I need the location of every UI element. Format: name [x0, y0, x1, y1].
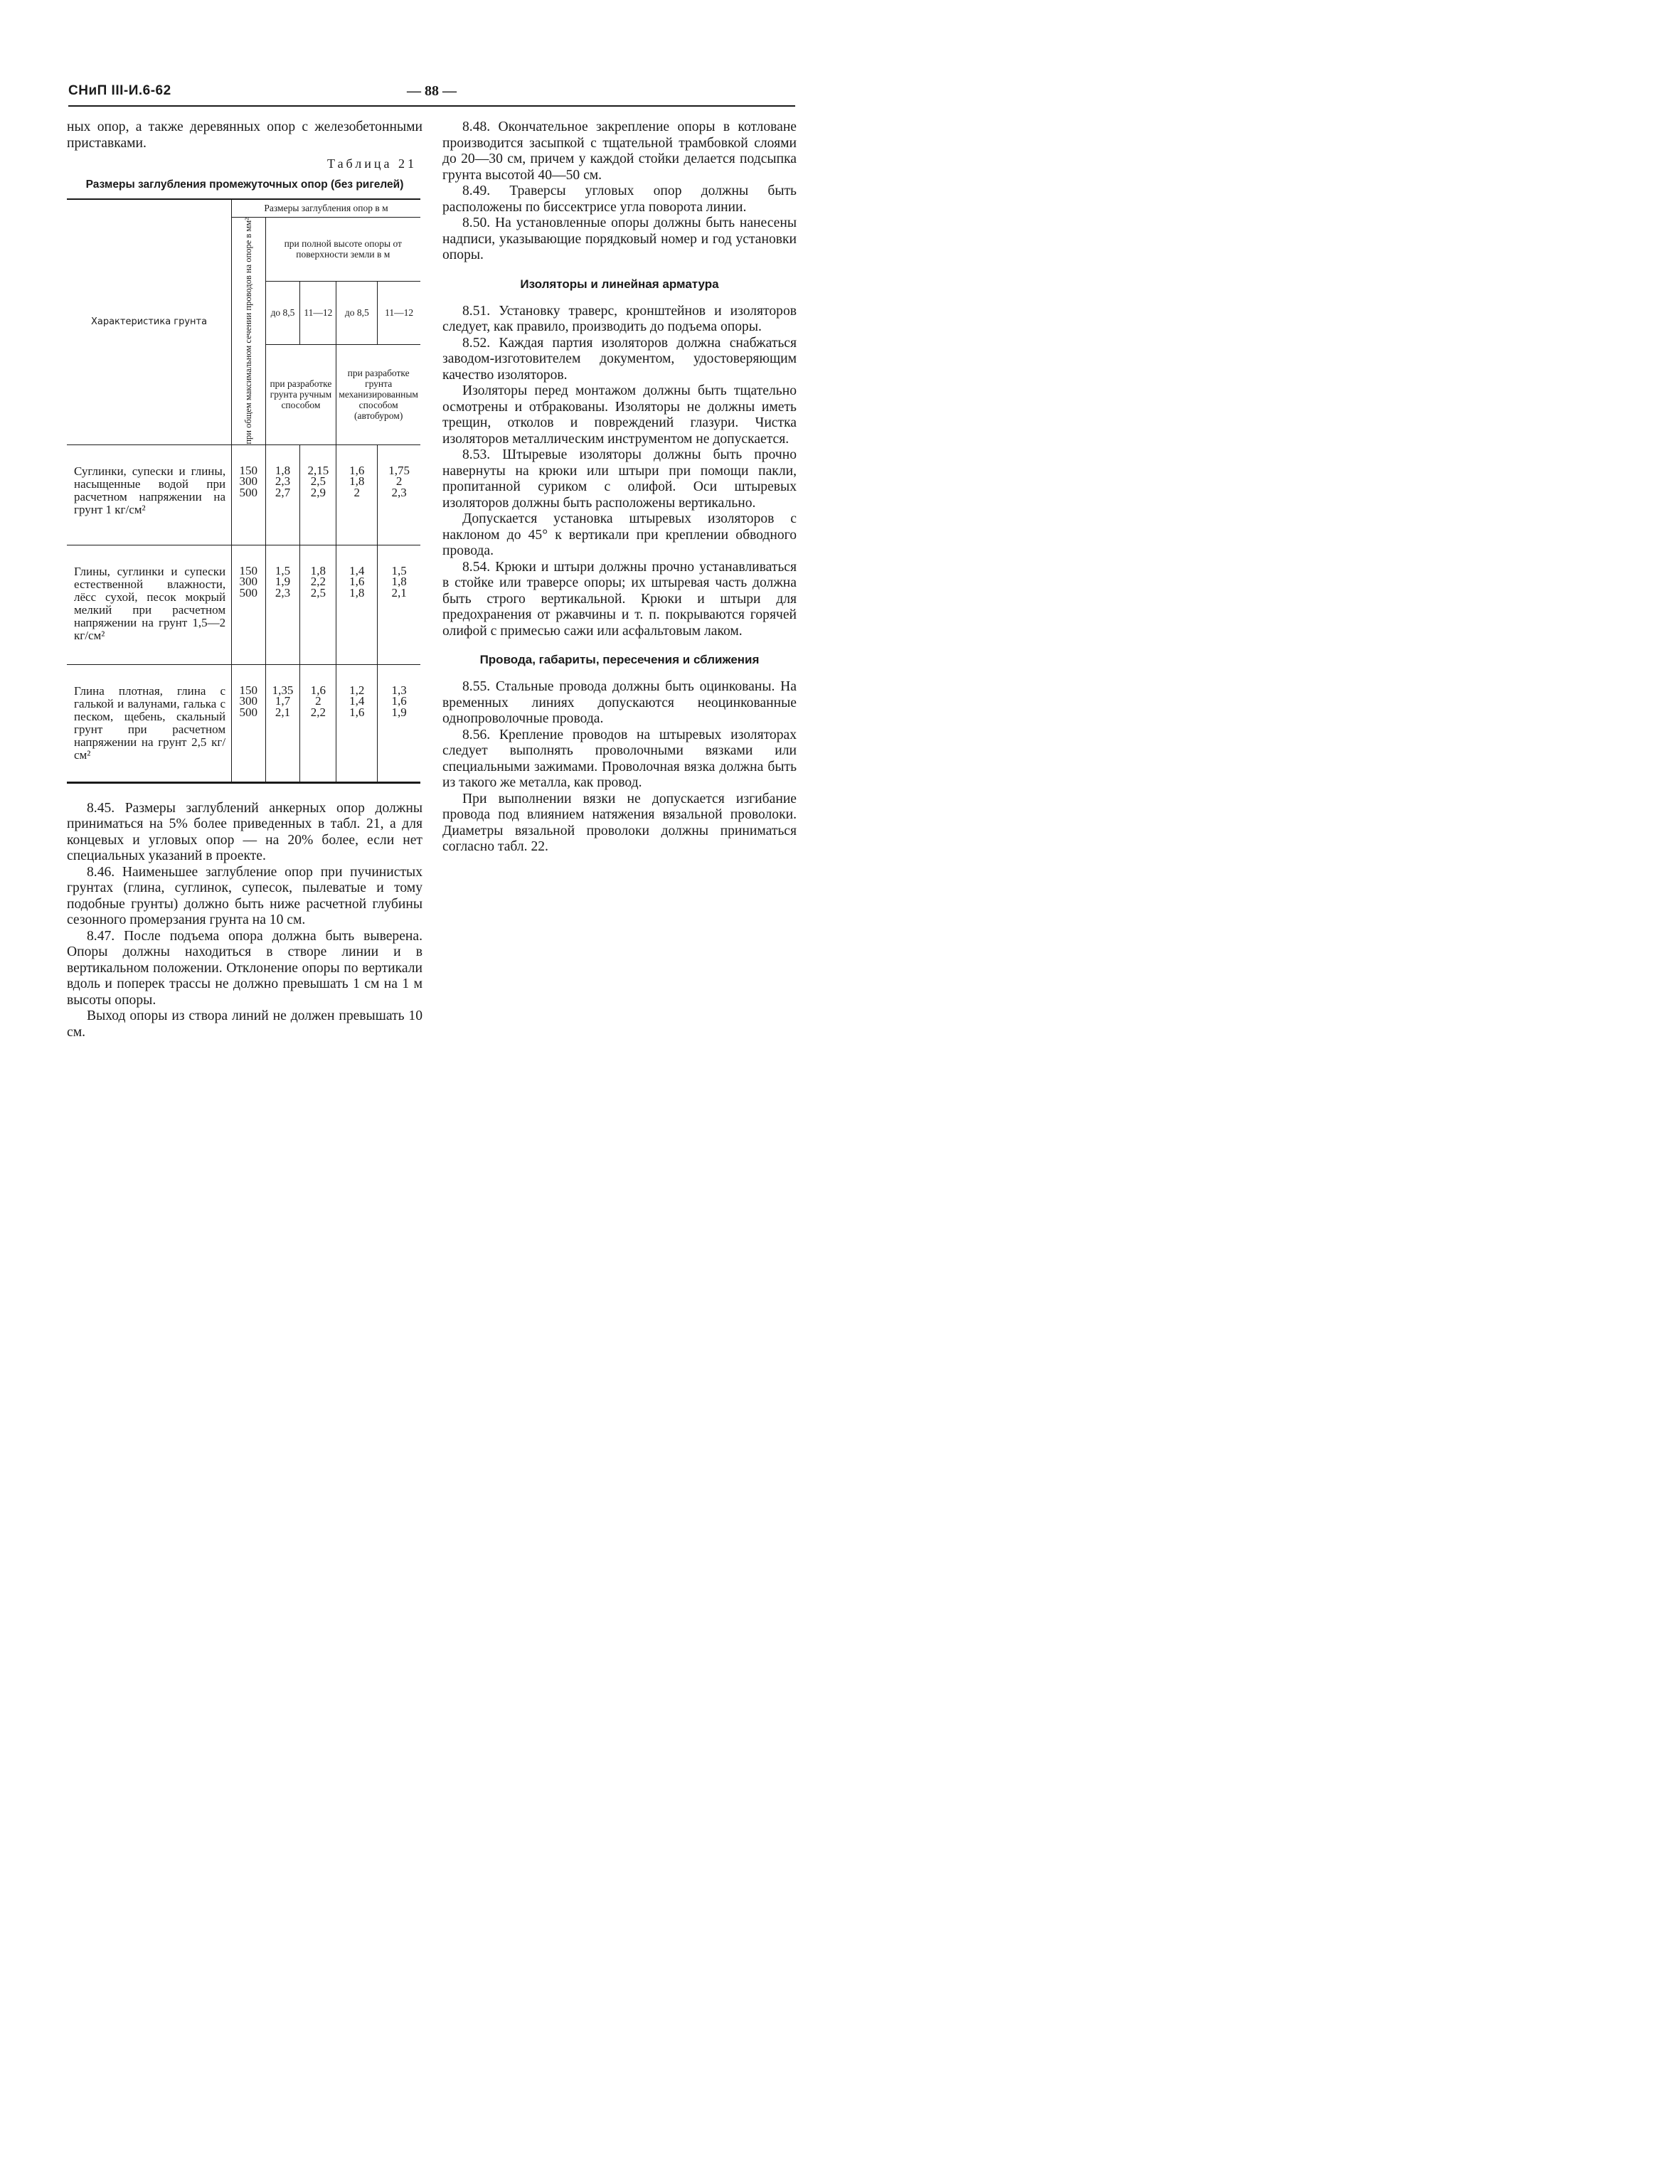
mech-1112-values: 1,75 2 2,3: [378, 444, 420, 545]
col-header-11-12-a: 11—12: [300, 281, 336, 345]
section-heading-wires: Провода, габариты, пересечения и сближения: [479, 653, 760, 666]
manual-85-values: 1,8 2,3 2,7: [265, 444, 300, 545]
paragraph-8-47-cont: Выход опоры из створа линий не должен превышать 10 см.: [67, 1008, 422, 1040]
paragraph-8-56: 8.56. Крепление проводов на штыревых изоляторах следует выполнять проволочными вязками или специальными зажимами. Проволочная вязка должна быть из такого же металла, как провод.: [442, 727, 797, 790]
paragraph-8-48: 8.48. Окончательное закрепление опоры в котловане производится засыпкой с тщательной трамбовкой слоями до 20—30 см, причем у каждой стойки делается подсыпка грунта высотой 40—50 см.: [442, 119, 797, 183]
col-header-mechanized: при разработке грунта механизированным способом (автобуром): [336, 345, 420, 445]
paragraph-8-46: 8.46. Наименьшее заглубление опор при пучинистых грунтах (глина, суглинок, супесок, пылеватые и тому подобные грунты) должно быть ниже расчетной глубины сезонного промерзания грунта на 10 см.: [67, 864, 422, 928]
mech-85-values: 1,2 1,4 1,6: [336, 664, 378, 782]
manual-1112-values: 1,8 2,2 2,5: [300, 545, 336, 664]
mech-85-values: 1,4 1,6 1,8: [336, 545, 378, 664]
table-row: [67, 664, 420, 782]
paragraph-8-47: 8.47. После подъема опора должна быть выверена. Опоры должны находиться в створе линии и в вертикальном положении. Отклонение опоры по вертикали вдоль и поперек трассы не должно превышать 1 см на 1 м высоты опоры.: [67, 928, 422, 1008]
manual-85-values: 1,35 1,7 2,1: [265, 664, 300, 782]
col-header-upto-85-a: до 8,5: [265, 281, 300, 345]
table-row: [67, 444, 420, 545]
document-code: СНиП III-И.6-62: [68, 83, 171, 98]
table-row: [67, 545, 420, 664]
table-label: Таблица 21: [327, 156, 417, 171]
table-title: Размеры заглубления промежуточных опор (без ригелей): [85, 178, 404, 191]
paragraph-8-55: 8.55. Стальные провода должны быть оцинкованы. На временных линиях допускаются неоцинкованные однопроволочные провода.: [442, 679, 797, 726]
intro-paragraph: ных опор, а также деревянных опор с железобетонными приставками.: [67, 119, 422, 151]
mech-85-values: 1,6 1,8 2: [336, 444, 378, 545]
right-column: [442, 119, 797, 856]
paragraph-8-53-cont: Допускается установка штыревых изоляторов с наклоном до 45° к вертикали при креплении обводного провода.: [442, 511, 797, 558]
col-header-soil: Характеристика грунта: [67, 199, 232, 445]
manual-1112-values: 2,15 2,5 2,9: [300, 444, 336, 545]
paragraph-8-50: 8.50. На установленные опоры должны быть нанесены надписи, указывающие порядковый номер и год установки опоры.: [442, 215, 797, 262]
manual-1112-values: 1,6 2 2,2: [300, 664, 336, 782]
mech-1112-values: 1,5 1,8 2,1: [378, 545, 420, 664]
section-heading-insulators: Изоляторы и линейная арматура: [520, 277, 719, 291]
depth-table: [67, 198, 420, 784]
paragraph-8-53: 8.53. Штыревые изоляторы должны быть прочно навернуты на крюки или штыри при помощи пакли, пропитанной суриком с олифой. Оси штыревых изоляторов должны быть расположены вертикально.: [442, 447, 797, 511]
soil-description: Глина плотная, глина с галькой и валунами, галька с песком, щебень, скальный грунт при расчетном напряжении на грунт 2,5 кг/см²: [67, 664, 232, 782]
col-header-group: Размеры заглубления опор в м: [232, 199, 420, 218]
section-values: 150 300 500: [232, 444, 265, 545]
paragraph-8-45: 8.45. Размеры заглублений анкерных опор должны приниматься на 5% более приведенных в табл. 21, а для концевых и угловых опор — на 20% более, если нет специальных указаний в проекте.: [67, 800, 422, 864]
page-number: — 88 —: [407, 83, 457, 99]
manual-85-values: 1,5 1,9 2,3: [265, 545, 300, 664]
section-values: 150 300 500: [232, 545, 265, 664]
left-column: [67, 119, 422, 1040]
col-header-11-12-b: 11—12: [378, 281, 420, 345]
page-header: [68, 83, 795, 106]
mech-1112-values: 1,3 1,6 1,9: [378, 664, 420, 782]
col-header-manual: при разработке грунта ручным способом: [265, 345, 336, 445]
soil-description: Суглинки, супески и глины, насыщенные водой при расчетном напряжении на грунт 1 кг/см²: [67, 444, 232, 545]
col-header-full-height: при полной высоте опоры от поверхности земли в м: [265, 218, 420, 282]
paragraph-8-56-cont: При выполнении вязки не допускается изгибание провода под влиянием натяжения вязальной проволоки. Диаметры вязальной проволоки должны приниматься согласно табл. 22.: [442, 791, 797, 854]
paragraph-8-51: 8.51. Установку траверс, кронштейнов и изоляторов следует, как правило, производить до подъема опоры.: [442, 303, 797, 334]
paragraph-8-49: 8.49. Траверсы угловых опор должны быть расположены по биссектрисе угла поворота линии.: [442, 183, 797, 215]
paragraph-8-52-cont: Изоляторы перед монтажом должны быть тщательно осмотрены и отбракованы. Изоляторы не должны иметь трещин, отколов и повреждений глазури. Чистка изоляторов металлическим инструментом не допускается.: [442, 383, 797, 447]
paragraph-8-54: 8.54. Крюки и штыри должны прочно устанавливаться в стойке или траверсе опоры; их штыревая часть должна быть строго вертикальной. Крюки и штыри для предохранения от ржавчины и т. п. покрываются горячей олифой с примесью сажи или асфальтовым лаком.: [442, 559, 797, 639]
col-header-section: при общем максимальном сечении проводов на опоре в мм²: [243, 218, 254, 444]
col-header-section-cell: [232, 218, 265, 445]
col-header-upto-85-b: до 8,5: [336, 281, 378, 345]
header-rule: [68, 105, 795, 107]
paragraph-8-52: 8.52. Каждая партия изоляторов должна снабжаться заводом-изготовителем документом, удостоверяющим качество изоляторов.: [442, 335, 797, 383]
section-values: 150 300 500: [232, 664, 265, 782]
soil-description: Глины, суглинки и супески естественной влажности, лёсс сухой, песок мокрый мелкий при расчетном напряжении на грунт 1,5—2 кг/см²: [67, 545, 232, 664]
